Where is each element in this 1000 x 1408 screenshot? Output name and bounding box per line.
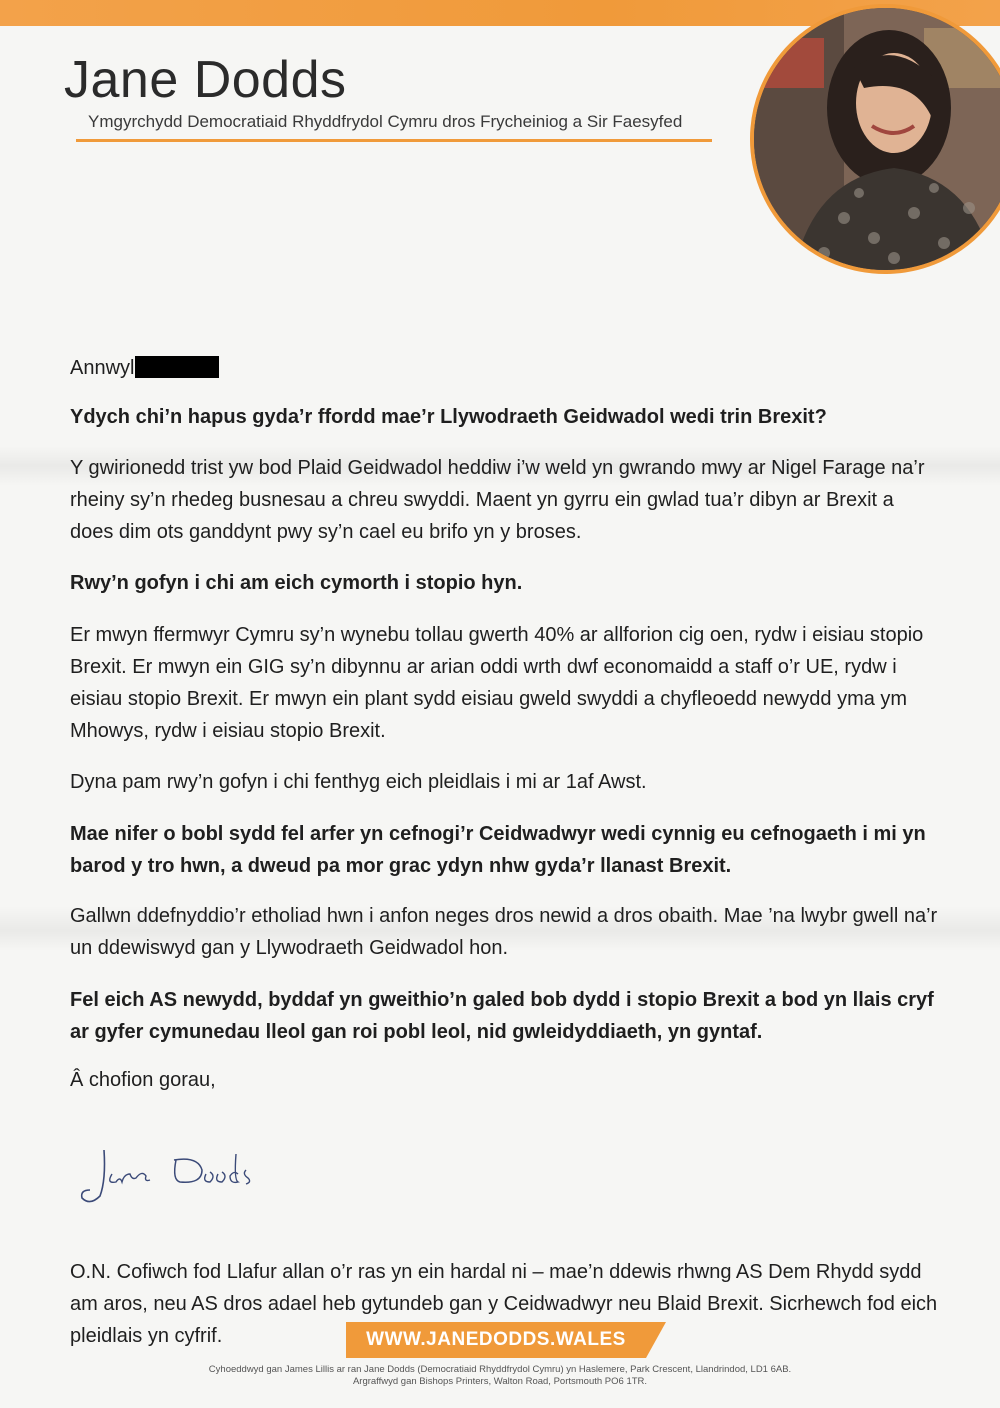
imprint-line-2: Argraffwyd gan Bishops Printers, Walton Road, Portsmouth PO6 1TR. — [352, 1376, 648, 1387]
candidate-name: Jane Dodds — [64, 51, 347, 109]
bold-paragraph-2: Mae nifer o bobl sydd fel arfer yn cefnogi’r Ceidwadwyr wedi cynnig eu cefnogaeth i mi yn barod y tro hwn, a dweud pa mor grac ydyn nhw gyda’r llanast Brexit. — [70, 823, 926, 877]
header-rule — [76, 139, 712, 142]
salutation — [70, 352, 940, 384]
sign-off: Â chofion gorau, — [70, 1069, 216, 1091]
paragraph-2: Er mwyn ffermwyr Cymru sy’n wynebu tollau gwerth 40% ar allforion cig oen, rydw i eisiau stopio Brexit. Er mwyn ein GIG sy’n dibynnu ar arian oddi wrth dwf economaidd a staff o’r UE, rydw i eisiau stopio Brexit. Er mwyn ein plant sydd eisiau gweld swyddi a chyfleoedd newydd yma ym Mhowys, rydw i eisiau stopio Brexit. — [70, 624, 924, 742]
salutation-text: Annwyl — [70, 357, 135, 379]
handwritten-signature — [76, 1140, 276, 1208]
redacted-name — [135, 356, 219, 378]
paragraph-4: Gallwn ddefnyddio’r etholiad hwn i anfon neges dros newid a dros obaith. Mae ’na lwybr gwell na’r un ddewiswyd gan y Llywodraeth Geidwadol hon. — [70, 905, 938, 959]
ask-statement: Rwy’n gofyn i chi am eich cymorth i stopio hyn. — [70, 572, 523, 594]
imprint-line-1: Cyhoeddwyd gan James Lillis ar ran Jane Dodds (Democratiaid Rhyddfrydol Cymru) yn Haslemere, Park Crescent, Llandrindod, LD1 6AB. — [208, 1364, 792, 1375]
candidate-subtitle: Ymgyrchydd Democratiaid Rhyddfrydol Cymru dros Frycheiniog a Sir Faesyfed — [88, 112, 683, 131]
postscript: O.N. Cofiwch fod Llafur allan o’r ras yn ein hardal ni – mae’n ddewis rhwng AS Dem Rhydd sydd am aros, neu AS dros adael heb gytundeb gan y Ceidwadwyr neu Blaid Brexit. Sicrhewch fod eich pleidlais yn cyfrif. — [70, 1261, 938, 1347]
website-url[interactable]: WWW.JANEDODDS.WALES — [366, 1329, 626, 1350]
heading-question: Ydych chi’n hapus gyda’r ffordd mae’r Llywodraeth Geidwadol wedi trin Brexit? — [70, 406, 827, 428]
paragraph-1: Y gwirionedd trist yw bod Plaid Geidwadol heddiw i’w weld yn gwrando mwy ar Nigel Farage na’r rheiny sy’n rhedeg busnesau a chreu swyddi. Maent yn gyrru ein gwlad tua’r dibyn ar Brexit a does dim ots ganddynt pwy sy’n cael eu brifo yn y broses. — [70, 457, 925, 543]
paragraph-3: Dyna pam rwy’n gofyn i chi fenthyg eich pleidlais i mi ar 1af Awst. — [70, 771, 647, 793]
bold-paragraph-3: Fel eich AS newydd, byddaf yn gweithio’n galed bob dydd i stopio Brexit a bod yn llais cryf ar gyfer cymunedau lleol gan roi pobl leol, nid gwleidyddiaeth, yn gyntaf. — [70, 989, 934, 1043]
